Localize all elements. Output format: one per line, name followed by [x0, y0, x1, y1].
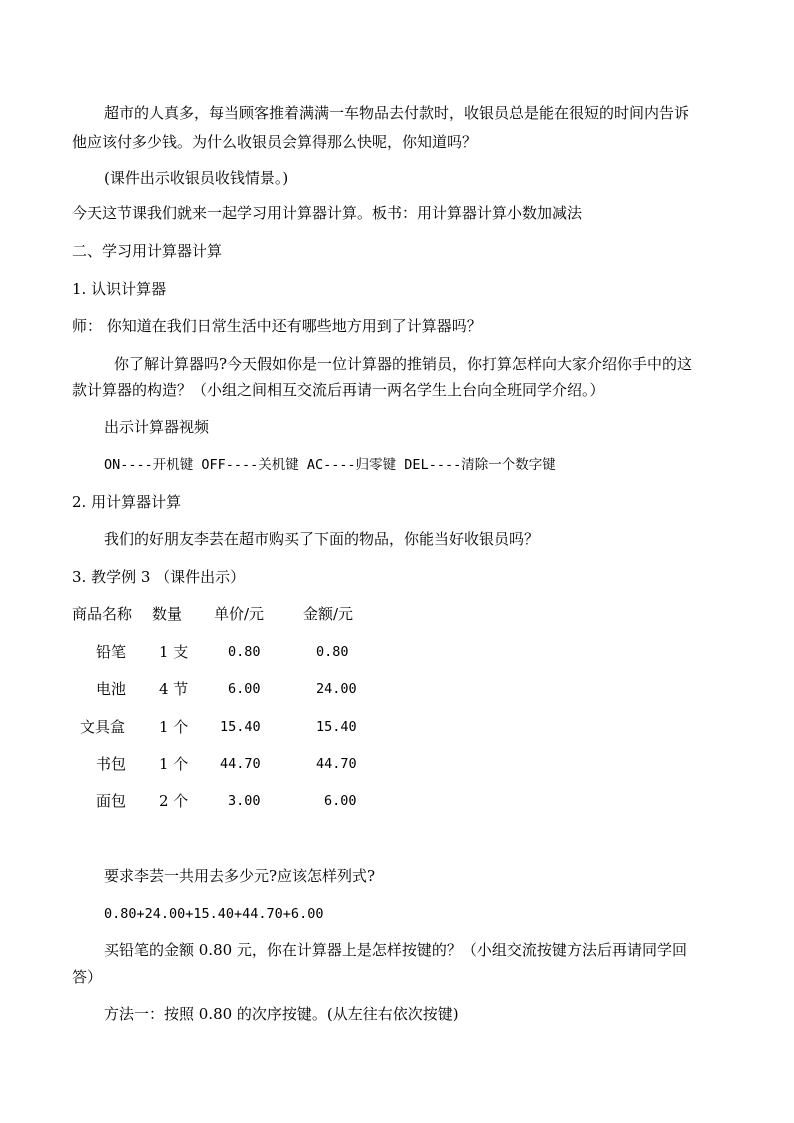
- example-heading: 3. 教学例 3 （课件出示）: [72, 568, 246, 586]
- table-header-qty: 数量: [152, 605, 183, 623]
- subsection-heading-1: 1. 认识计算器: [72, 280, 167, 298]
- section-heading-2: 二、学习用计算器计算: [72, 242, 223, 260]
- table-cell-qty: 1 个: [159, 755, 189, 773]
- table-cell-name: 书包: [96, 755, 127, 773]
- table-cell-amount: 24.00: [316, 681, 357, 697]
- table-cell-name: 文具盒: [80, 718, 126, 736]
- table-cell-price: 0.80: [228, 644, 261, 660]
- table-cell-name: 电池: [96, 680, 127, 698]
- table-cell-amount: 15.40: [316, 719, 357, 735]
- paragraph-calculator-line1: 你了解计算器吗?今天假如你是一位计算器的推销员，你打算怎样向大家介绍你手中的这: [114, 355, 693, 373]
- table-cell-amount: 0.80: [316, 644, 349, 660]
- table-cell-qty: 4 节: [159, 680, 189, 698]
- table-cell-name: 面包: [96, 792, 127, 810]
- table-cell-amount: 6.00: [324, 793, 357, 809]
- paragraph-video: 出示计算器视频: [104, 418, 210, 436]
- paragraph-lesson-title: 今天这节课我们就来一起学习用计算器计算。板书：用计算器计算小数加减法: [72, 204, 583, 222]
- paragraph-keypress-line2: 答）: [72, 968, 103, 986]
- paragraph-keypress-line1: 买铅笔的金额 0.80 元，你在计算器上是怎样按键的？（小组交流按键方法后再请同学回: [104, 941, 687, 959]
- table-cell-name: 铅笔: [96, 643, 127, 661]
- paragraph-calculator-line2: 款计算器的构造？（小组之间相互交流后再请一两名学生上台向全班同学介绍。）: [72, 381, 605, 399]
- table-cell-price: 44.70: [220, 756, 261, 772]
- table-header-amount: 金额/元: [303, 605, 354, 623]
- paragraph-shopping: 我们的好朋友李芸在超市购买了下面的物品，你能当好收银员吗？: [104, 530, 540, 548]
- paragraph-courseware-note: (课件出示收银员收钱情景。): [104, 169, 289, 187]
- table-cell-qty: 1 支: [159, 643, 189, 661]
- table-cell-price: 15.40: [220, 719, 261, 735]
- subsection-heading-2: 2. 用计算器计算: [72, 493, 182, 511]
- table-header-name: 商品名称: [72, 605, 133, 623]
- table-cell-amount: 44.70: [316, 756, 357, 772]
- paragraph-intro-line1: 超市的人真多，每当顾客推着满满一车物品去付款时，收银员总是能在很短的时间内告诉: [104, 104, 690, 122]
- teacher-question: 师： 你知道在我们日常生活中还有哪些地方用到了计算器吗？: [72, 317, 482, 335]
- table-cell-qty: 2 个: [159, 792, 189, 810]
- table-cell-price: 6.00: [228, 681, 261, 697]
- table-cell-qty: 1 个: [159, 718, 189, 736]
- calculator-keys-list: ON----开机键 OFF----关机键 AC----归零键 DEL----清除一个数字键: [104, 457, 556, 473]
- paragraph-intro-line2: 他应该付多少钱。为什么收银员会算得那么快呢，你知道吗？: [72, 133, 478, 151]
- formula-sum: 0.80+24.00+15.40+44.70+6.00: [104, 906, 324, 922]
- table-cell-price: 3.00: [228, 793, 261, 809]
- question-total: 要求李芸一共用去多少元?应该怎样列式?: [104, 867, 376, 885]
- method-one: 方法一：按照 0.80 的次序按键。(从左往右依次按键): [104, 1005, 459, 1023]
- table-header-price: 单价/元: [214, 605, 265, 623]
